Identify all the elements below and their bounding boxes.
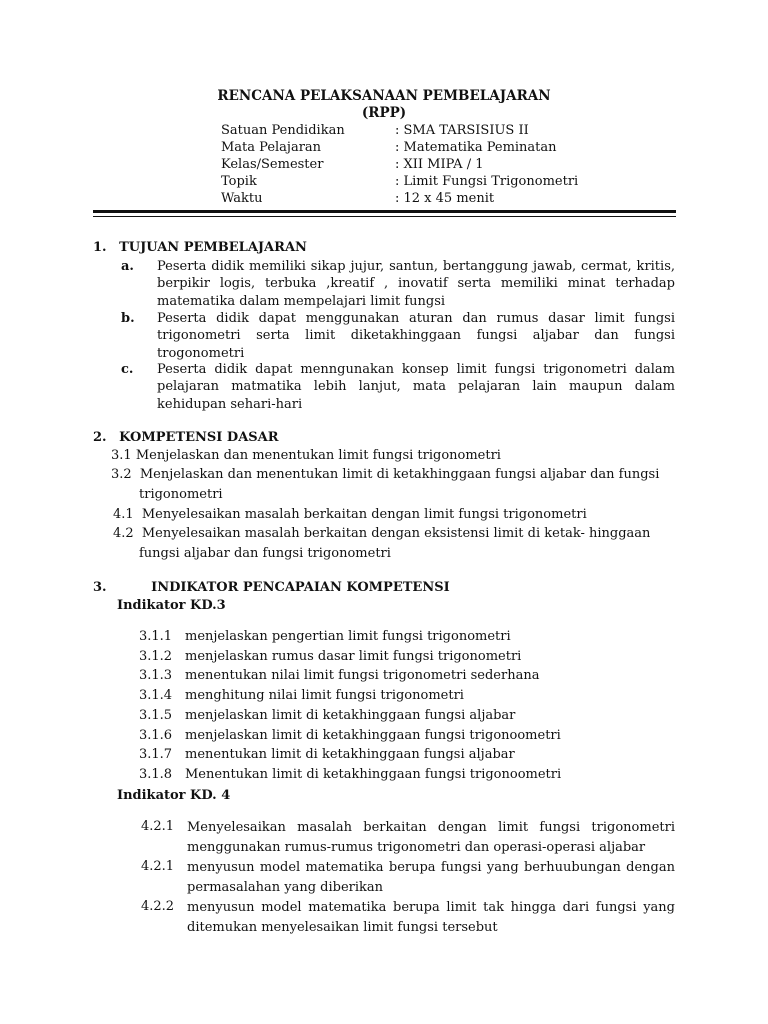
objective-text: Peserta didik memiliki sikap jujur, santun, bertanggung jawab, cermat, kritis, berpikir logis, terbuka ,kreatif , inovatif serta memiliki minat terhadap matematika dalam mempelajari limit fungsi	[157, 259, 675, 309]
competency-text: Menyelesaikan masalah berkaitan dengan eksistensi limit di ketak- hinggaan	[141, 526, 651, 541]
meta-value: : SMA TARSISIUS II	[395, 123, 529, 138]
item-letter: a.	[121, 259, 134, 274]
competency-text: Menjelaskan dan menentukan limit fungsi trigonometri	[135, 448, 501, 463]
indicator-code: 3.1.3	[139, 668, 173, 683]
indicator-code: 4.2.1	[141, 859, 175, 874]
section-number: 2.	[93, 430, 107, 445]
header-divider-thick	[93, 210, 676, 213]
header-divider-thin	[93, 216, 676, 217]
indicator-text: Menentukan limit di ketakhinggaan fungsi trigonoometri	[185, 767, 562, 782]
section-number: 3.	[93, 580, 107, 595]
meta-value: : Limit Fungsi Trigonometri	[395, 174, 579, 189]
competency-text: Menyelesaikan masalah berkaitan dengan limit fungsi trigonometri	[141, 507, 587, 522]
indicator-row	[139, 728, 561, 743]
competency-code: 4.1	[113, 507, 134, 522]
indicator-text: menjelaskan pengertian limit fungsi trigonometri	[185, 629, 511, 644]
indicator-code: 3.1.7	[139, 747, 173, 762]
meta-label: Kelas/Semester	[221, 157, 324, 172]
competency-code: 3.2	[111, 467, 132, 482]
indicator-row	[139, 708, 515, 723]
indicator-code: 3.1.4	[139, 688, 173, 703]
competency-code: 3.1	[111, 448, 132, 463]
section-title: KOMPETENSI DASAR	[119, 430, 279, 445]
meta-value: : XII MIPA / 1	[395, 157, 484, 172]
meta-value: : 12 x 45 menit	[395, 191, 495, 206]
competency-continuation: fungsi aljabar dan fungsi trigonometri	[139, 546, 391, 561]
indicator-code: 3.1.8	[139, 767, 173, 782]
indicator-row	[139, 668, 539, 683]
indicator-text: menentukan limit di ketakhinggaan fungsi aljabar	[185, 747, 515, 762]
competency-item	[113, 505, 587, 524]
document-title: RENCANA PELAKSANAAN PEMBELAJARAN	[217, 88, 551, 104]
meta-label: Waktu	[221, 191, 263, 206]
indicator-code: 3.1.6	[139, 728, 173, 743]
competency-item	[113, 524, 650, 543]
indicator-row	[139, 649, 521, 664]
indicator-text: menjelaskan limit di ketakhinggaan fungsi aljabar	[185, 708, 516, 723]
indicator-text: menjelaskan limit di ketakhinggaan fungsi trigonoometri	[185, 728, 561, 743]
section-title: INDIKATOR PENCAPAIAN KOMPETENSI	[151, 580, 450, 595]
item-letter: c.	[121, 362, 134, 377]
meta-label: Topik	[221, 174, 257, 189]
objective-text: Peserta didik dapat menggunakan aturan dan rumus dasar limit fungsi trigonometri serta limit diketakhinggaan fungsi aljabar dan fungsi trogonometri	[157, 311, 675, 361]
indicator-text: menentukan nilai limit fungsi trigonometri sederhana	[185, 668, 540, 683]
section-3-heading	[93, 580, 450, 595]
meta-value: : Matematika Peminatan	[395, 140, 557, 155]
competency-continuation: trigonometri	[139, 487, 223, 502]
indicator-row	[139, 629, 511, 644]
competency-code: 4.2	[113, 526, 134, 541]
indicator-text: menjelaskan rumus dasar limit fungsi trigonometri	[185, 649, 522, 664]
meta-label: Mata Pelajaran	[221, 140, 322, 155]
indicator-code: 3.1.1	[139, 629, 173, 644]
indicator-text: menyusun model matematika berupa fungsi yang berhuubungan dengan permasalahan yang diberikan	[187, 860, 675, 895]
document-subtitle: (RPP)	[361, 105, 407, 121]
kd4-indicator-heading: Indikator KD. 4	[117, 788, 231, 803]
indicator-text: Menyelesaikan masalah berkaitan dengan limit fungsi trigonometri menggunakan rumus-rumus trigonometri dan operasi-operasi aljabar	[187, 820, 675, 855]
indicator-row	[139, 747, 515, 762]
competency-item	[111, 446, 501, 465]
section-title: TUJUAN PEMBELAJARAN	[119, 240, 307, 255]
indicator-row	[139, 688, 464, 703]
section-2-heading	[93, 430, 279, 445]
indicator-text: menyusun model matematika berupa limit tak hingga dari fungsi yang ditemukan menyelesaikan limit fungsi tersebut	[187, 900, 675, 935]
section-1-heading	[93, 240, 307, 255]
indicator-code: 3.1.2	[139, 649, 173, 664]
meta-label: Satuan Pendidikan	[221, 123, 345, 138]
section-number: 1.	[93, 240, 107, 255]
kd3-indicator-heading: Indikator KD.3	[117, 598, 226, 613]
indicator-code: 3.1.5	[139, 708, 173, 723]
indicator-code: 4.2.1	[141, 819, 175, 834]
indicator-row	[139, 767, 561, 782]
objective-text: Peserta didik dapat menngunakan konsep limit fungsi trigonometri dalam pelajaran matmatika lebih lanjut, mata pelajaran lain maupun dalam kehidupan sehari-hari	[157, 362, 675, 412]
competency-text: Menjelaskan dan menentukan limit di ketakhinggaan fungsi aljabar dan fungsi	[139, 467, 660, 482]
competency-item	[111, 465, 659, 484]
indicator-code: 4.2.2	[141, 899, 175, 914]
item-letter: b.	[121, 311, 135, 326]
indicator-text: menghitung nilai limit fungsi trigonometri	[185, 688, 464, 703]
